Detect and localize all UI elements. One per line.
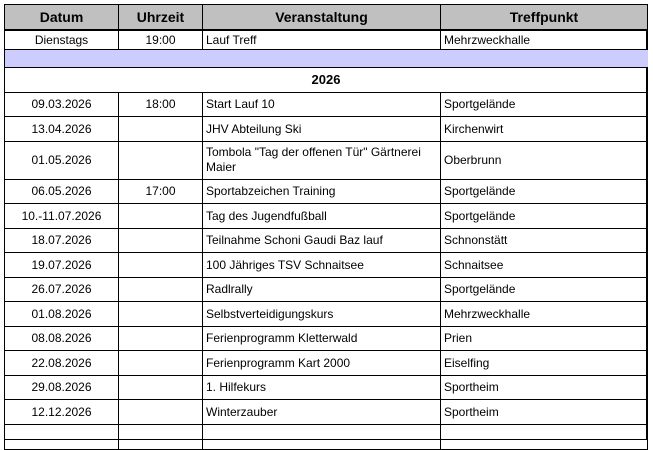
cell-uhrzeit <box>119 351 203 376</box>
cell-veranstaltung: Sportabzeichen Training <box>203 179 441 204</box>
recurring-row <box>5 30 648 49</box>
cell-uhrzeit <box>119 277 203 302</box>
cell-uhrzeit: 19:00 <box>119 30 203 49</box>
year-row <box>5 67 648 92</box>
cell-veranstaltung: Tag des Jugendfußball <box>203 204 441 229</box>
cell-treffpunkt <box>441 424 648 449</box>
cell-uhrzeit <box>119 117 203 142</box>
cell-treffpunkt: Kirchenwirt <box>441 117 648 142</box>
cell-datum: 01.08.2026 <box>5 302 119 327</box>
cell-datum: 18.07.2026 <box>5 228 119 253</box>
table-row <box>5 375 648 400</box>
cell-veranstaltung: 100 Jähriges TSV Schnaitsee <box>203 253 441 278</box>
table-row <box>5 92 648 117</box>
cell-veranstaltung: JHV Abteilung Ski <box>203 117 441 142</box>
cell-treffpunkt: Sportgelände <box>441 179 648 204</box>
header-veranstaltung: Veranstaltung <box>203 5 441 31</box>
header-uhrzeit: Uhrzeit <box>119 5 203 31</box>
cell-treffpunkt: Sportgelände <box>441 92 648 117</box>
event-schedule-table <box>4 4 648 450</box>
cell-treffpunkt: Eiselfing <box>441 351 648 376</box>
cell-veranstaltung: Ferienprogramm Kletterwald <box>203 326 441 351</box>
cell-treffpunkt: Mehrzweckhalle <box>441 302 648 327</box>
cell-treffpunkt: Schnaitsee <box>441 253 648 278</box>
cell-veranstaltung: Radlrally <box>203 277 441 302</box>
cell-uhrzeit: 17:00 <box>119 179 203 204</box>
table-row <box>5 117 648 142</box>
header-row <box>5 5 648 31</box>
cell-datum: 01.05.2026 <box>5 141 119 179</box>
table-row <box>5 204 648 229</box>
cell-uhrzeit <box>119 204 203 229</box>
table-row <box>5 228 648 253</box>
cell-veranstaltung: Lauf Treff <box>203 30 441 49</box>
cell-veranstaltung: Tombola "Tag der offenen Tür" Gärtnerei Maier <box>203 141 441 179</box>
cell-datum: 26.07.2026 <box>5 277 119 302</box>
year-heading: 2026 <box>5 67 648 92</box>
events-body <box>5 92 648 424</box>
cell-uhrzeit <box>119 424 203 449</box>
cell-datum: 22.08.2026 <box>5 351 119 376</box>
cell-uhrzeit <box>119 253 203 278</box>
cell-uhrzeit <box>119 375 203 400</box>
cell-datum: 13.04.2026 <box>5 117 119 142</box>
cell-treffpunkt: Oberbrunn <box>441 141 648 179</box>
cell-treffpunkt: Sportheim <box>441 375 648 400</box>
cell-treffpunkt: Prien <box>441 326 648 351</box>
cell-uhrzeit <box>119 302 203 327</box>
cell-uhrzeit <box>119 400 203 425</box>
cell-datum: 19.07.2026 <box>5 253 119 278</box>
cell-veranstaltung: Teilnahme Schoni Gaudi Baz lauf <box>203 228 441 253</box>
cell-datum: 10.-11.07.2026 <box>5 204 119 229</box>
separator-cell <box>5 49 648 67</box>
table-row <box>5 277 648 302</box>
cell-treffpunkt: Sportgelände <box>441 204 648 229</box>
cell-datum: 29.08.2026 <box>5 375 119 400</box>
cell-treffpunkt: Mehrzweckhalle <box>441 30 648 49</box>
cell-veranstaltung: Ferienprogramm Kart 2000 <box>203 351 441 376</box>
table-row <box>5 400 648 425</box>
cell-uhrzeit <box>119 228 203 253</box>
cell-uhrzeit <box>119 141 203 179</box>
cell-treffpunkt: Schnonstätt <box>441 228 648 253</box>
table-row <box>5 179 648 204</box>
cell-datum: 09.03.2026 <box>5 92 119 117</box>
table-row <box>5 141 648 179</box>
cell-treffpunkt: Sportgelände <box>441 277 648 302</box>
table-row <box>5 253 648 278</box>
cell-datum: 08.08.2026 <box>5 326 119 351</box>
cell-veranstaltung <box>203 424 441 449</box>
cell-veranstaltung: 1. Hilfekurs <box>203 375 441 400</box>
cell-treffpunkt: Sportheim <box>441 400 648 425</box>
header-treffpunkt: Treffpunkt <box>441 5 648 31</box>
empty-row <box>5 424 648 449</box>
separator-row <box>5 49 648 67</box>
cell-uhrzeit: 18:00 <box>119 92 203 117</box>
header-datum: Datum <box>5 5 119 31</box>
cell-veranstaltung: Selbstverteidigungskurs <box>203 302 441 327</box>
cell-datum: 06.05.2026 <box>5 179 119 204</box>
cell-veranstaltung: Start Lauf 10 <box>203 92 441 117</box>
table-row <box>5 302 648 327</box>
cell-uhrzeit <box>119 326 203 351</box>
table-row <box>5 326 648 351</box>
cell-veranstaltung: Winterzauber <box>203 400 441 425</box>
cell-datum <box>5 424 119 449</box>
cell-datum: Dienstags <box>5 30 119 49</box>
table-row <box>5 351 648 376</box>
cell-datum: 12.12.2026 <box>5 400 119 425</box>
